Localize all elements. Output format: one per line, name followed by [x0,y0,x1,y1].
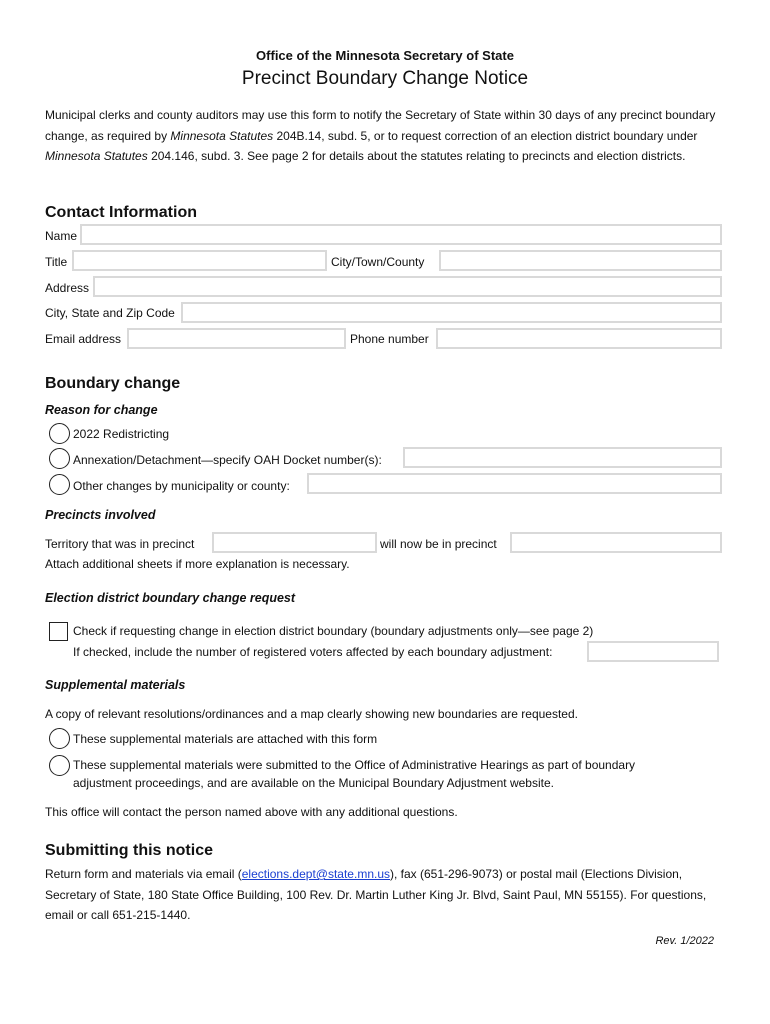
city-state-zip-field[interactable] [181,302,722,323]
contact-heading: Contact Information [45,204,197,221]
title-label: Title [45,255,68,269]
attach-note: Attach additional sheets if more explanation is necessary. [45,557,350,571]
old-precinct-field[interactable] [212,532,377,553]
supplemental-heading: Supplemental materials [45,678,186,692]
intro-text-3: 204.146, subd. 3. See page 2 for details about the statutes relating to precincts and election districts. [147,149,686,163]
intro-statute-2: Minnesota Statutes [45,149,148,163]
materials-submitted-label-2: adjustment proceedings, and are available on the Municipal Boundary Adjustment website. [73,776,554,790]
submit-text-1: Return form and materials via email ( [45,867,242,881]
radio-annexation[interactable] [49,448,70,469]
radio-materials-attached[interactable] [49,728,70,749]
office-name: Office of the Minnesota Secretary of State [256,48,514,63]
other-changes-field[interactable] [307,473,722,494]
title-field[interactable] [72,250,327,271]
page-title: Precinct Boundary Change Notice [241,68,529,89]
city-label: City/Town/County [331,255,425,269]
phone-label: Phone number [350,332,429,346]
name-label: Name [45,229,78,243]
now-in-precinct-label: will now be in precinct [380,537,497,551]
phone-field[interactable] [436,328,722,349]
option-annexation-label: Annexation/Detachment—specify OAH Docket number(s): [73,453,382,467]
new-precinct-field[interactable] [510,532,722,553]
voters-affected-field[interactable] [587,641,719,662]
submit-paragraph [45,864,735,926]
intro-text-2: 204B.14, subd. 5, or to request correction of an election district boundary under [273,128,698,143]
radio-materials-submitted-oah[interactable] [49,755,70,776]
territory-label: Territory that was in precinct [45,537,195,551]
city-state-zip-label: City, State and Zip Code [45,306,175,320]
intro-text-1: Municipal clerks and county auditors may use this form to notify the Secretary of State within 30 days of any precinct boundary change, as required by [45,108,716,143]
election-district-heading: Election district boundary change request [45,591,296,605]
option-other-changes-label: Other changes by municipality or county: [73,479,290,493]
submit-text-2: ), fax (651-296-9073) or postal mail (Elections Division, Secretary of State, 180 State Office Building, 100 Rev. Dr. Martin Luther King Jr. Blvd, Saint Paul, MN 55155). For questions, email or call 651-215-1440. [45,867,707,922]
email-field[interactable] [127,328,346,349]
name-field[interactable] [80,224,722,245]
email-link[interactable]: elections.dept@state.mn.us [241,867,390,881]
materials-submitted-label-1: These supplemental materials were submitted to the Office of Administrative Hearings as part of boundary [73,758,636,772]
election-district-check-label: Check if requesting change in election district boundary (boundary adjustments only—see page 2) [73,624,594,638]
reason-heading: Reason for change [45,403,158,417]
revision-note: Rev. 1/2022 [655,935,714,947]
voters-affected-label: If checked, include the number of registered voters affected by each boundary adjustment: [73,645,553,659]
submit-heading: Submitting this notice [45,842,213,859]
intro-statute-1: Minnesota Statutes [170,128,274,143]
supplemental-intro: A copy of relevant resolutions/ordinances and a map clearly showing new boundaries are requested. [45,707,578,721]
election-district-checkbox[interactable] [49,622,68,641]
precincts-heading: Precincts involved [45,508,156,522]
city-field[interactable] [439,250,722,271]
contact-note: This office will contact the person named above with any additional questions. [45,805,458,819]
boundary-heading: Boundary change [45,375,181,392]
intro-paragraph [45,105,735,167]
option-2022-redistricting-label: 2022 Redistricting [73,427,170,441]
email-label: Email address [45,332,122,346]
address-label: Address [45,281,90,295]
oah-docket-field[interactable] [403,447,722,468]
address-field[interactable] [93,276,722,297]
materials-attached-label: These supplemental materials are attached with this form [73,732,378,746]
radio-other-changes[interactable] [49,474,70,495]
radio-2022-redistricting[interactable] [49,423,70,444]
